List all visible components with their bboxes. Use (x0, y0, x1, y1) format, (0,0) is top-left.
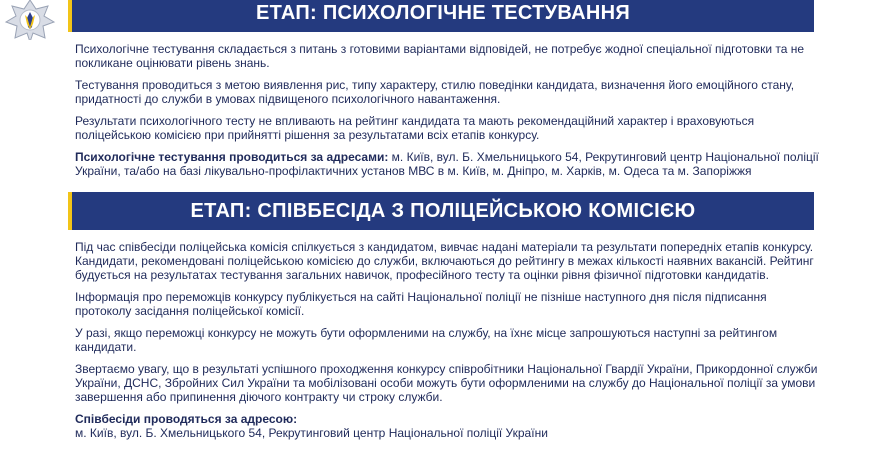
paragraph: Тестування проводиться з метою виявлення рис, типу характеру, стилю поведінки кандидата, визначення його емоційного стану, придатності до служби в умовах підвищеного психологічного навантаження. (75, 78, 795, 106)
address-text: м. Київ, вул. Б. Хмельницького 54, Рекрутинговий центр Національної поліції України (75, 426, 548, 440)
section-title-psychological-testing: ЕТАП: ПСИХОЛОГІЧНЕ ТЕСТУВАННЯ (68, 0, 814, 32)
police-emblem-icon (4, 0, 56, 40)
paragraph: Інформація про переможців конкурсу публікується на сайті Національної поліції не пізніше наступного дня після підписання протоколу засідання поліцейської комісії. (75, 290, 767, 318)
section-interview (75, 240, 820, 440)
address-paragraph (75, 150, 820, 178)
address-label: Співбесіди проводяться за адресою: (75, 412, 298, 426)
paragraph: Звертаємо увагу, що в результаті успішного проходження конкурсу співробітники Національної Гвардії України, Прикордонної служби України, ДСНС, Збройних Сил України та мобілізовані особи можуть бути оформленими на службу до Національної поліції за умови завершення або припинення діючого контракту чи строку служби. (75, 362, 818, 404)
paragraph: Під час співбесіди поліцейська комісія спілкується з кандидатом, вивчає надані матеріали та результати попередніх етапів конкурсу. (75, 240, 814, 254)
section-psychological-testing (75, 42, 820, 178)
paragraph: Психологічне тестування складається з питань з готовими варіантами відповідей, не потребує жодної спеціальної підготовки та не покликане оцінювати рівень знань. (75, 42, 805, 70)
paragraph: Результати психологічного тесту не впливають на рейтинг кандидата та мають рекомендаційний характер і враховуються поліцейською комісією при прийнятті рішення за результатами всіх етапів конкурсу. (75, 114, 755, 142)
address-label: Психологічне тестування проводиться за адресами: (75, 150, 389, 164)
address-paragraph (75, 412, 820, 440)
paragraph: Кандидати, рекомендовані поліцейською комісією до служби, включаються до рейтингу в межах кількості наявних вакансій. Рейтинг будується на результатах тестування загальних навичок, професійного тесту та оцінки рівня фізичної підготовки кандидатів. (75, 254, 814, 282)
paragraph: У разі, якщо переможці конкурсу не можуть бути оформленими на службу, на їхнє місце запрошуються наступні за рейтингом кандидати. (75, 326, 778, 354)
section-title-interview: ЕТАП: СПІВБЕСІДА З ПОЛІЦЕЙСЬКОЮ КОМІСІЄЮ (68, 192, 814, 230)
address-text: м. Київ, вул. Б. Хмельницького 54, Рекрутинговий центр Національної поліції України, та/або на базі лікувально-профілактичних установ МВС в м. Київ, м. Дніпро, м. Харків, м. Одеса та м. Запоріжжя (75, 150, 819, 178)
